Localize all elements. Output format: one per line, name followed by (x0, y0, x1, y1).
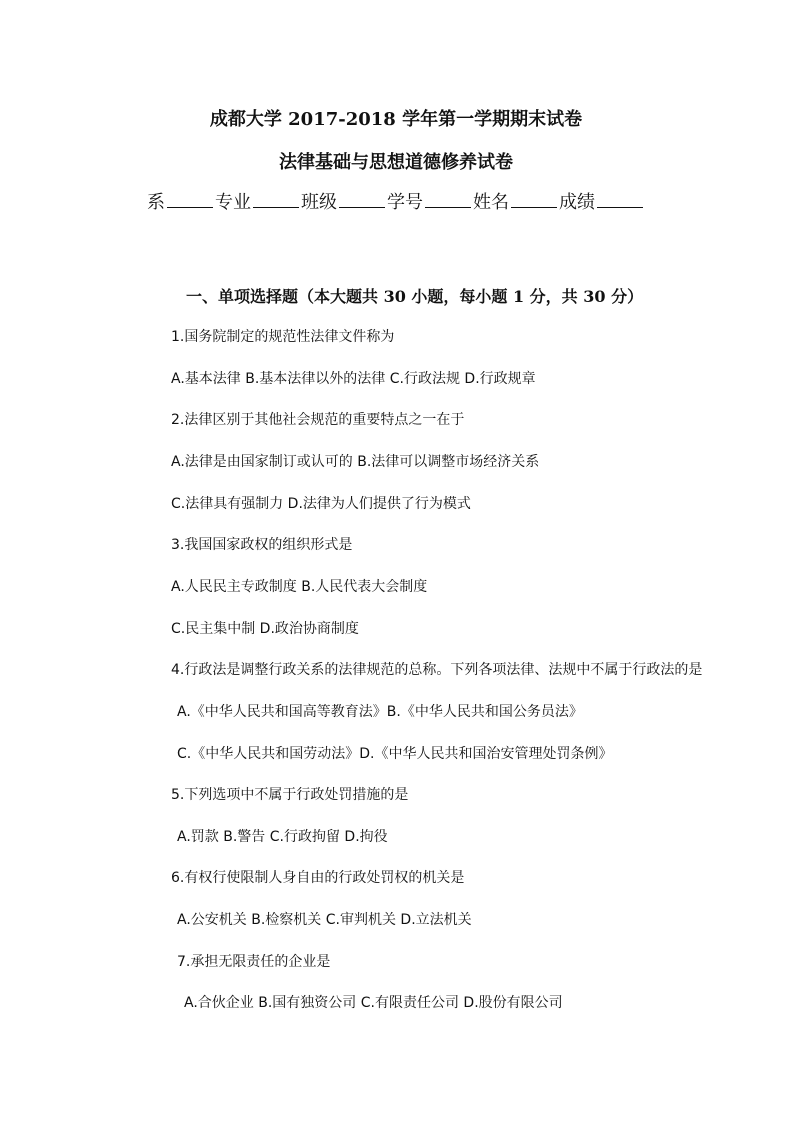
question-3-options-2: C.民主集中制 D.政治协商制度 (171, 621, 359, 637)
question-7-stem: 7.承担无限责任的企业是 (177, 954, 331, 970)
question-1-stem: 1.国务院制定的规范性法律文件称为 (171, 329, 395, 345)
field-class-label: 班级 (301, 192, 337, 213)
exam-subtitle: 法律基础与思想道德修养试卷 (279, 152, 513, 173)
field-department-blank[interactable] (167, 189, 213, 208)
question-4-options-1: A.《中华人民共和国高等教育法》B.《中华人民共和国公务员法》 (177, 704, 583, 720)
field-major-blank[interactable] (253, 189, 299, 208)
question-2-stem: 2.法律区别于其他社会规范的重要特点之一在于 (171, 412, 465, 428)
question-2-options-1: A.法律是由国家制订或认可的 B.法律可以调整市场经济关系 (171, 454, 540, 470)
section-heading: 一、单项选择题（本大题共 30 小题，每小题 1 分，共 30 分） (186, 287, 644, 306)
question-4-options-2: C.《中华人民共和国劳动法》D.《中华人民共和国治安管理处罚条例》 (177, 746, 613, 762)
exam-title: 成都大学 2017-2018 学年第一学期期末试卷 (209, 109, 583, 130)
field-student-id-blank[interactable] (425, 189, 471, 208)
field-student-id-label: 学号 (387, 192, 423, 213)
question-7-options: A.合伙企业 B.国有独资公司 C.有限责任公司 D.股份有限公司 (184, 995, 563, 1011)
question-6-stem: 6.有权行使限制人身自由的行政处罚权的机关是 (171, 870, 465, 886)
field-score-label: 成绩 (559, 192, 595, 213)
question-1-options: A.基本法律 B.基本法律以外的法律 C.行政法规 D.行政规章 (171, 371, 536, 387)
question-4-stem: 4.行政法是调整行政关系的法律规范的总称。下列各项法律、法规中不属于行政法的是 (171, 662, 703, 678)
question-2-options-2: C.法律具有强制力 D.法律为人们提供了行为模式 (171, 496, 471, 512)
question-3-options-1: A.人民民主专政制度 B.人民代表大会制度 (171, 579, 428, 595)
field-class-blank[interactable] (339, 189, 385, 208)
field-name-label: 姓名 (473, 192, 509, 213)
field-major-label: 专业 (215, 192, 251, 213)
field-name-blank[interactable] (511, 189, 557, 208)
question-5-options: A.罚款 B.警告 C.行政拘留 D.拘役 (177, 829, 388, 845)
question-5-stem: 5.下列选项中不属于行政处罚措施的是 (171, 787, 409, 803)
student-info-row (0, 188, 792, 214)
field-department-label: 系 (147, 192, 165, 213)
question-6-options: A.公安机关 B.检察机关 C.审判机关 D.立法机关 (177, 912, 472, 928)
question-3-stem: 3.我国国家政权的组织形式是 (171, 537, 353, 553)
field-score-blank[interactable] (597, 189, 643, 208)
